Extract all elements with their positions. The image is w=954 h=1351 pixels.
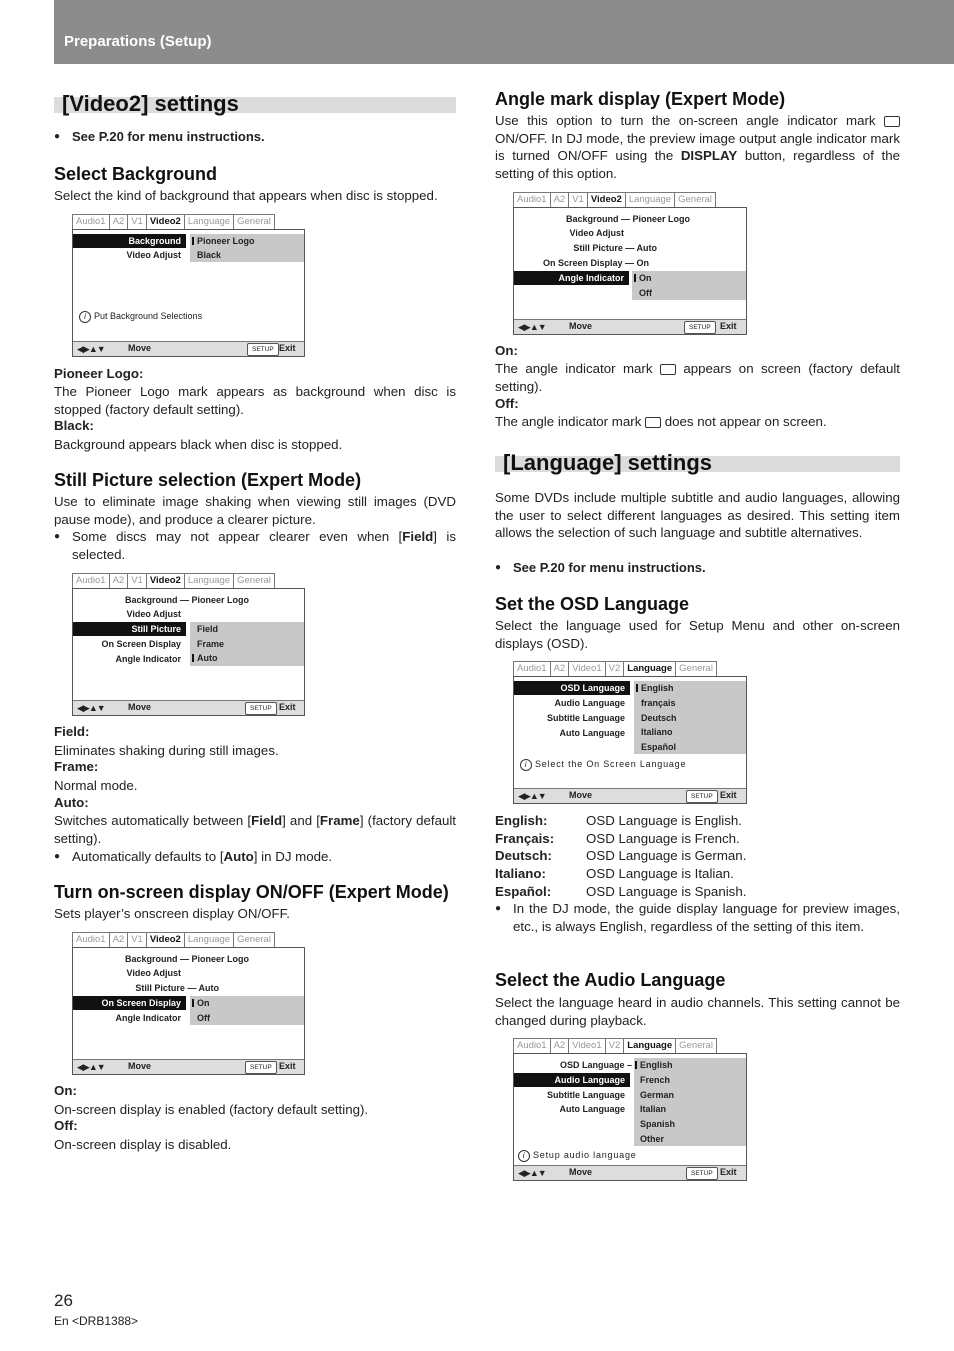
arrow-keys-icon: ◀▶▲▼ <box>77 344 105 354</box>
tab-general[interactable]: General <box>233 932 275 947</box>
term-black: Black: <box>54 418 94 433</box>
option-field[interactable]: Field <box>197 624 219 634</box>
tab-a2[interactable]: A2 <box>550 192 570 207</box>
menu-item-angle-indicator[interactable]: Angle Indicator <box>115 654 181 664</box>
see-p20-note-2: ● See P.20 for menu instructions. <box>495 559 706 577</box>
def-text: OSD Language is Italian. <box>586 866 734 881</box>
tab-v1[interactable]: V1 <box>127 932 147 947</box>
header-title: Preparations (Setup) <box>64 33 212 50</box>
osd-language-desc: Select the language used for Setup Menu and other on-screen displays (OSD). <box>495 618 900 651</box>
screen-footer <box>514 788 746 803</box>
screen-tabs <box>72 932 274 947</box>
angle-mark-heading: Angle mark display (Expert Mode) <box>495 89 786 109</box>
tab-audio1[interactable]: Audio1 <box>72 214 110 229</box>
menu-item-audio-language[interactable]: Audio Language <box>514 1073 630 1087</box>
option-espanol[interactable]: Español <box>641 742 677 752</box>
angle-on-b: appears on screen (factory default setting). <box>495 361 900 394</box>
tab-general[interactable]: General <box>233 573 275 588</box>
desc-pioneer-logo: The Pioneer Logo mark appears as background when disc is stopped (factory default setting). <box>54 384 456 417</box>
option-off[interactable]: Off <box>197 1013 210 1023</box>
still-picture-desc: Use to eliminate image shaking when viewing still images (DVD pause mode), and produce a clearer picture. <box>54 494 456 527</box>
screen-body <box>72 588 305 716</box>
setup-button[interactable]: SETUP <box>247 343 279 356</box>
tab-video2[interactable]: Video2 <box>146 573 185 588</box>
menu-item-angle-indicator[interactable]: Angle Indicator <box>115 1013 181 1023</box>
tab-v1[interactable]: V1 <box>127 573 147 588</box>
screen-tabs <box>72 573 274 588</box>
tab-v2[interactable]: V2 <box>605 661 625 676</box>
desc-angle-off <box>495 413 900 431</box>
menu-item-angle-indicator[interactable]: Angle Indicator <box>514 271 629 285</box>
still-picture-heading: Still Picture selection (Expert Mode) <box>54 470 362 490</box>
bullet2-b: Auto <box>223 849 254 864</box>
video2-title-text: [Video2] settings <box>62 91 239 116</box>
audio-language-heading: Select the Audio Language <box>495 970 726 990</box>
angle-desc-b: ON/OFF. In DJ mode, the preview image output angle indicator mark is turned ON/OFF using the <box>495 130 900 164</box>
option-on[interactable]: On <box>639 273 652 283</box>
def-term: Español: <box>495 884 552 899</box>
def-text: OSD Language is German. <box>586 848 747 863</box>
select-background-desc: Select the kind of background that appears when disc is stopped. <box>54 188 438 203</box>
angle-desc-a: Use this option to turn the on-screen angle indicator mark <box>495 113 876 128</box>
tab-audio1[interactable]: Audio1 <box>513 1038 551 1053</box>
menu-item-video-adjust[interactable]: Video Adjust <box>569 228 624 238</box>
option-pioneer-logo[interactable]: Pioneer Logo <box>197 236 255 246</box>
angle-desc-d: button, regardless of the setting of this option. <box>495 148 900 181</box>
arrow-keys-icon: ◀▶▲▼ <box>518 322 546 332</box>
option-deutsch[interactable]: Deutsch <box>641 713 677 723</box>
option-on[interactable]: On <box>197 998 210 1008</box>
options-panel <box>634 681 746 754</box>
tab-video1[interactable]: Video1 <box>568 661 605 676</box>
setup-button[interactable]: SETUP <box>245 702 277 715</box>
language-title-text: [Language] settings <box>503 450 713 475</box>
menu-item-audio-language[interactable]: Audio Language <box>554 698 625 708</box>
move-label: Move <box>128 1061 152 1071</box>
tab-general[interactable]: General <box>675 661 717 676</box>
arrow-keys-icon: ◀▶▲▼ <box>77 1062 105 1072</box>
bullet-text-c: ] is selected. <box>72 529 456 562</box>
screen-footer <box>73 1059 304 1074</box>
info-icon: i <box>520 759 532 771</box>
def-term: English: <box>495 813 548 828</box>
select-background-heading: Select Background <box>54 164 218 184</box>
option-frame[interactable]: Frame <box>197 639 225 649</box>
menu-item-on-screen-display[interactable]: On Screen Display <box>101 639 181 649</box>
tab-language[interactable]: Language <box>623 1038 676 1053</box>
menu-item-background[interactable]: Background <box>73 234 186 248</box>
info-line <box>79 311 202 323</box>
menu-item-video-adjust[interactable]: Video Adjust <box>126 968 181 978</box>
def-text: OSD Language is Spanish. <box>586 884 747 899</box>
tab-a2[interactable]: A2 <box>109 214 129 229</box>
angle-on-a: The angle indicator mark <box>495 361 653 376</box>
tab-video1[interactable]: Video1 <box>568 1038 605 1053</box>
screen-tabs <box>513 1038 716 1053</box>
info-text: Select the On Screen Language <box>535 759 687 769</box>
menu-item-on-screen-display[interactable]: On Screen Display <box>73 996 186 1010</box>
tab-language[interactable]: Language <box>184 932 234 947</box>
desc-on: On-screen display is enabled (factory default setting). <box>54 1102 369 1117</box>
exit-label: Exit <box>279 1061 296 1071</box>
tab-video2[interactable]: Video2 <box>146 932 185 947</box>
arrow-keys-icon: ◀▶▲▼ <box>77 703 105 713</box>
osd-onoff-heading: Turn on-screen display ON/OFF (Expert Mode) <box>54 882 449 902</box>
option-francais[interactable]: français <box>641 698 676 708</box>
bullet-text-b: Field <box>402 529 434 544</box>
term-angle-off: Off: <box>495 396 519 411</box>
option-italian[interactable]: Italian <box>640 1104 667 1114</box>
tab-v2[interactable]: V2 <box>605 1038 625 1053</box>
screen-footer <box>514 1165 746 1180</box>
menu-item-subtitle-language[interactable]: Subtitle Language <box>546 1090 625 1100</box>
menu-item-background[interactable]: Background — Pioneer Logo <box>565 214 690 224</box>
setup-button[interactable]: SETUP <box>686 790 718 803</box>
document-code: En <DRB1388> <box>54 1314 139 1328</box>
screen-footer <box>73 700 304 715</box>
move-label: Move <box>128 702 152 712</box>
def-term: Italiano: <box>495 866 546 881</box>
options-panel <box>634 1058 746 1146</box>
language-section-title <box>495 450 900 475</box>
menu-item-on-screen-display[interactable]: On Screen Display — On <box>542 258 649 268</box>
screen-body <box>513 676 747 804</box>
option-italiano[interactable]: Italiano <box>641 727 673 737</box>
definition-row <box>495 847 746 865</box>
move-label: Move <box>128 343 152 353</box>
angle-off-a: The angle indicator mark <box>495 414 642 429</box>
screen-footer <box>73 341 304 356</box>
menu-item-still-picture[interactable]: Still Picture — Auto <box>573 243 657 253</box>
info-text: Put Background Selections <box>94 311 203 321</box>
exit-label: Exit <box>720 321 737 331</box>
still-picture-bullet <box>54 528 456 563</box>
tab-language[interactable]: Language <box>184 573 234 588</box>
screen-footer <box>514 319 746 334</box>
tab-general[interactable]: General <box>674 192 716 207</box>
options-panel <box>190 622 304 666</box>
bullet-text-a: Some discs may not appear clearer even when [ <box>72 529 403 544</box>
bullet2-a: Automatically defaults to [ <box>72 849 224 864</box>
angle-mark-icon <box>884 116 900 127</box>
menu-item-background[interactable]: Background — Pioneer Logo <box>124 595 249 605</box>
screen-body <box>72 229 305 357</box>
menu-item-auto-language[interactable]: Auto Language <box>559 728 625 738</box>
info-text: Setup audio language <box>533 1150 637 1160</box>
option-english[interactable]: English <box>641 683 674 693</box>
header-bar <box>54 0 954 64</box>
osd-onoff-desc: Sets player’s onscreen display ON/OFF. <box>54 906 290 921</box>
screen-body <box>72 947 305 1075</box>
tab-general[interactable]: General <box>675 1038 717 1053</box>
info-icon: i <box>79 311 91 323</box>
term-field: Field: <box>54 724 90 739</box>
option-other[interactable]: Other <box>640 1134 665 1144</box>
screen-tabs <box>513 192 715 207</box>
menu-item-auto-language[interactable]: Auto Language <box>559 1104 625 1114</box>
angle-mark-desc <box>495 112 900 182</box>
menu-item-video-adjust[interactable]: Video Adjust <box>126 250 181 260</box>
definition-row <box>495 830 740 848</box>
option-black[interactable]: Black <box>197 250 222 260</box>
page-number: 26 <box>54 1291 73 1310</box>
info-line <box>520 759 686 771</box>
still-picture-screen <box>72 573 305 716</box>
osd-language-screen <box>513 661 747 804</box>
move-label: Move <box>569 321 593 331</box>
screen-tabs <box>72 214 274 229</box>
desc-auto-c: ] and [ <box>282 813 320 828</box>
menu-item-osd-language[interactable]: OSD Language – <box>559 1060 632 1070</box>
menu-item-still-picture[interactable]: Still Picture <box>73 622 186 636</box>
term-frame: Frame: <box>54 759 99 774</box>
def-text: OSD Language is English. <box>586 813 742 828</box>
def-term: Deutsch: <box>495 848 552 863</box>
desc-field: Eliminates shaking during still images. <box>54 743 279 758</box>
angle-desc-c: DISPLAY <box>680 148 738 164</box>
exit-label: Exit <box>720 790 737 800</box>
term-off: Off: <box>54 1118 78 1133</box>
tab-a2[interactable]: A2 <box>109 573 129 588</box>
tab-a2[interactable]: A2 <box>109 932 129 947</box>
screen-body <box>513 207 747 335</box>
setup-button[interactable]: SETUP <box>245 1061 277 1074</box>
desc-black: Background appears black when disc is stopped. <box>54 437 343 452</box>
angle-mark-icon <box>645 417 661 428</box>
exit-label: Exit <box>720 1167 737 1177</box>
definition-row <box>495 883 746 901</box>
angle-indicator-screen <box>513 192 747 335</box>
osd-onoff-screen <box>72 932 305 1075</box>
angle-off-b: does not appear on screen. <box>664 414 827 429</box>
options-panel <box>190 996 304 1025</box>
option-auto[interactable]: Auto <box>197 653 218 663</box>
option-english[interactable]: English <box>640 1060 673 1070</box>
desc-angle-on <box>495 360 900 395</box>
tab-a2[interactable]: A2 <box>550 1038 570 1053</box>
definition-row <box>495 812 742 830</box>
audio-language-desc: Select the language heard in audio channels. This setting cannot be changed during playback. <box>495 995 900 1028</box>
tab-a2[interactable]: A2 <box>550 661 570 676</box>
tab-language[interactable]: Language <box>184 214 234 229</box>
arrow-keys-icon: ◀▶▲▼ <box>518 791 546 801</box>
move-label: Move <box>569 790 593 800</box>
move-label: Move <box>569 1167 593 1177</box>
menu-item-osd-language[interactable]: OSD Language <box>514 681 630 695</box>
exit-label: Exit <box>279 343 296 353</box>
definition-row <box>495 865 734 883</box>
setup-button[interactable]: SETUP <box>684 321 716 334</box>
desc-off: On-screen display is disabled. <box>54 1137 232 1152</box>
tab-audio1[interactable]: Audio1 <box>513 661 551 676</box>
option-french[interactable]: French <box>640 1075 671 1085</box>
language-desc: Some DVDs include multiple subtitle and audio languages, allowing the user to select different languages as desired. This setting item allows the selection of such language and subtitle alternatives. <box>495 490 900 541</box>
desc-auto <box>54 812 456 847</box>
background-screen <box>72 214 305 357</box>
screen-tabs <box>513 661 716 676</box>
info-line <box>518 1150 637 1162</box>
desc-auto-d: Frame <box>319 813 360 828</box>
def-text: OSD Language is French. <box>586 831 740 846</box>
dj-mode-bullet: ● In the DJ mode, the guide display language for preview images, etc., is always English, regardless of the setting of this item. <box>495 900 900 935</box>
desc-frame: Normal mode. <box>54 778 138 793</box>
def-term: Français: <box>495 831 555 846</box>
tab-video2[interactable]: Video2 <box>146 214 185 229</box>
tab-language[interactable]: Language <box>625 192 675 207</box>
tab-language[interactable]: Language <box>623 661 676 676</box>
options-panel <box>190 234 304 262</box>
angle-mark-icon <box>660 364 676 375</box>
tab-v1[interactable]: V1 <box>568 192 588 207</box>
term-on: On: <box>54 1083 77 1098</box>
tab-audio1[interactable]: Audio1 <box>72 573 110 588</box>
see-p20-note: ● See P.20 for menu instructions. <box>54 128 265 146</box>
desc-auto-e: ] (factory default setting). <box>54 813 457 846</box>
video2-section-title <box>54 91 456 116</box>
tab-audio1[interactable]: Audio1 <box>513 192 551 207</box>
bullet2-c: ] in DJ mode. <box>253 849 333 864</box>
desc-auto-a: Switches automatically between [ <box>54 813 252 828</box>
term-auto: Auto: <box>54 795 89 810</box>
term-pioneer-logo: Pioneer Logo: <box>54 366 144 381</box>
menu-item-subtitle-language[interactable]: Subtitle Language <box>546 713 625 723</box>
options-panel <box>632 271 746 300</box>
arrow-keys-icon: ◀▶▲▼ <box>518 1168 546 1178</box>
tab-general[interactable]: General <box>233 214 275 229</box>
auto-dj-bullet <box>54 848 456 866</box>
tab-video2[interactable]: Video2 <box>587 192 626 207</box>
menu-item-background[interactable]: Background — Pioneer Logo <box>124 954 249 964</box>
screen-body <box>513 1053 747 1181</box>
audio-language-screen <box>513 1038 747 1181</box>
option-off[interactable]: Off <box>639 288 652 298</box>
tab-v1[interactable]: V1 <box>127 214 147 229</box>
osd-language-heading: Set the OSD Language <box>495 594 690 614</box>
desc-auto-b: Field <box>251 813 283 828</box>
option-german[interactable]: German <box>640 1090 675 1100</box>
term-angle-on: On: <box>495 343 518 358</box>
menu-item-video-adjust[interactable]: Video Adjust <box>126 609 181 619</box>
info-icon: i <box>518 1150 530 1162</box>
menu-item-still-picture[interactable]: Still Picture — Auto <box>135 983 219 993</box>
tab-audio1[interactable]: Audio1 <box>72 932 110 947</box>
exit-label: Exit <box>279 702 296 712</box>
setup-button[interactable]: SETUP <box>686 1167 718 1180</box>
option-spanish[interactable]: Spanish <box>640 1119 676 1129</box>
